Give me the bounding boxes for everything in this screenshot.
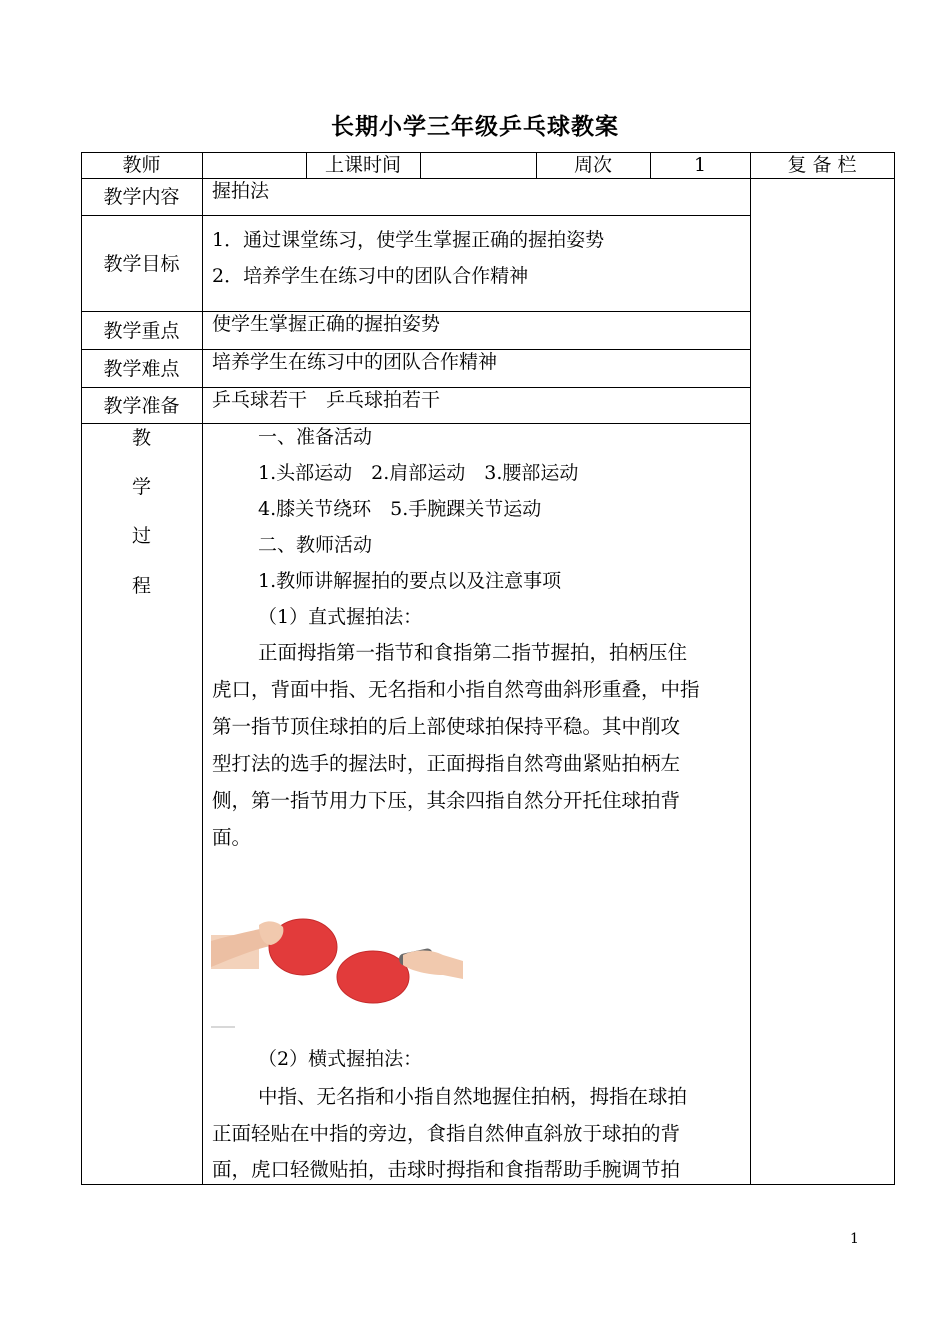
page-number: 1 [850, 1231, 859, 1247]
row-line-3 [81, 311, 751, 312]
penhold-grip-line-2: 虎口，背面中指、无名指和小指自然弯曲斜形重叠，中指 [212, 678, 700, 701]
key-point-value: 使学生掌握正确的握拍姿势 [212, 313, 441, 335]
table-border-left [81, 152, 82, 1185]
paddle-left-icon [211, 919, 337, 975]
row-line-6 [81, 423, 751, 424]
penhold-grip-line-4: 型打法的选手的握法时，正面拇指自然弯曲紧贴拍柄左 [212, 752, 681, 775]
process-label-char-1: 教 [131, 427, 151, 449]
penhold-grip-line-1: 正面拇指第一指节和食指第二指节握拍，拍柄压住 [258, 641, 688, 664]
row-line-4 [81, 349, 751, 350]
warmup-line-1: 1.头部运动 2.肩部运动 3.腰部运动 [258, 462, 579, 484]
content-value: 握拍法 [212, 180, 270, 202]
row-line-1 [81, 178, 895, 179]
row-line-5 [81, 387, 751, 388]
class-time-label: 上课时间 [324, 154, 401, 176]
table-border-right [894, 152, 895, 1185]
shakehand-grip-line-2: 正面轻贴在中指的旁边，食指自然伸直斜放于球拍的背 [212, 1122, 681, 1145]
notes-column-label: 复 备 栏 [787, 154, 857, 176]
difficulty-value: 培养学生在练习中的团队合作精神 [212, 351, 498, 373]
key-point-label: 教学重点 [103, 320, 180, 342]
penhold-grip-line-6: 面。 [212, 826, 252, 849]
teacher-activity-1: 1.教师讲解握拍的要点以及注意事项 [258, 570, 562, 592]
section-teacher-heading: 二、教师活动 [258, 534, 373, 556]
penhold-grip-line-3: 第一指节顶住球拍的后上部使球拍保持平稳。其中削攻 [212, 715, 681, 738]
goal-2: 2．培养学生在练习中的团队合作精神 [212, 265, 529, 287]
goal-1: 1．通过课堂练习，使学生掌握正确的握拍姿势 [212, 229, 605, 251]
warmup-line-2: 4.膝关节绕环 5.手腕踝关节运动 [258, 498, 542, 520]
table-divider-label [202, 152, 203, 1185]
preparation-label: 教学准备 [103, 395, 180, 417]
penhold-grip-title: （1）直式握拍法： [258, 606, 423, 628]
preparation-value: 乒乓球若干 乒乓球拍若干 [212, 389, 441, 411]
penhold-grip-line-5: 侧，第一指节用力下压，其余四指自然分开托住球拍背 [212, 789, 681, 812]
shakehand-grip-title: （2）横式握拍法： [258, 1048, 423, 1070]
content-label: 教学内容 [103, 186, 180, 208]
teacher-label: 教师 [122, 154, 161, 176]
difficulty-label: 教学难点 [103, 358, 180, 380]
goals-label: 教学目标 [103, 253, 180, 275]
section-warmup-heading: 一、准备活动 [258, 426, 373, 448]
shakehand-grip-line-3: 面，虎口轻微贴拍，击球时拇指和食指帮助手腕调节拍 [212, 1158, 681, 1181]
table-border-top [81, 152, 895, 153]
week-label: 周次 [573, 154, 612, 176]
paddle-grip-illustration [211, 905, 463, 1031]
paddle-right-icon [337, 948, 463, 1003]
process-label-char-2: 学 [131, 476, 151, 498]
process-label-char-4: 程 [131, 575, 151, 597]
row-line-2 [81, 215, 751, 216]
table-border-bottom [81, 1184, 895, 1185]
header-divider-2 [420, 152, 421, 178]
document-title: 长期小学三年级乒乓球教案 [331, 113, 619, 140]
process-label-char-3: 过 [131, 525, 151, 547]
shakehand-grip-line-1: 中指、无名指和小指自然地握住拍柄，拇指在球拍 [258, 1085, 688, 1108]
table-divider-notes [750, 152, 751, 1185]
week-value: 1 [693, 154, 707, 176]
